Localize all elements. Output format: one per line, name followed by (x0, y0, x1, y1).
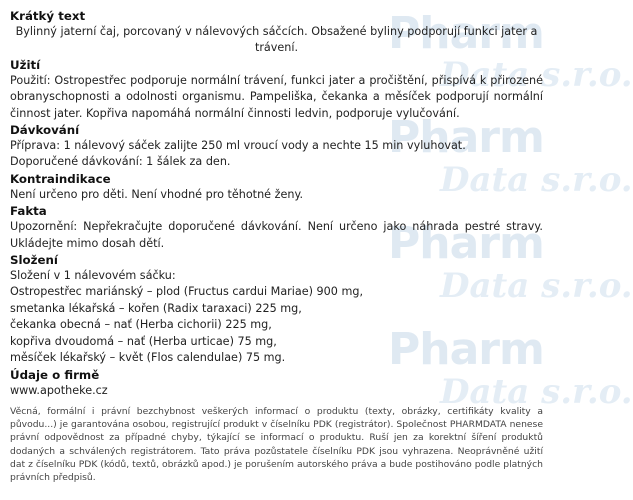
section-heading: Údaje o firmě (10, 367, 100, 382)
section-udaje-o-firme (10, 367, 543, 399)
section-kontraindikace (10, 171, 543, 203)
ingredient-line: Složení v 1 nálevovém sáčku: (10, 269, 176, 283)
watermark-text: Pharm (388, 8, 544, 59)
section-text: Není určeno pro děti. Není vhodné pro těhotné ženy. (10, 187, 304, 201)
section-heading: Kontraindikace (10, 171, 111, 186)
section-heading: Krátký text (10, 9, 86, 23)
company-website: www.apotheke.cz (10, 383, 108, 397)
text-line: Doporučené dávkování: 1 šálek za den. (10, 155, 231, 169)
watermark-text: Data s.r.o. (440, 372, 633, 412)
section-heading: Užití (10, 57, 41, 72)
section-uziti (10, 57, 543, 122)
ingredient-line: Ostropestřec mariánský – plod (Fructus cardui Mariae) 900 mg, (10, 285, 364, 299)
legal-disclaimer: Věcná, formální i právní bezchybnost veškerých informací o produktu (texty, obrázky, certifikáty kvality a původu...) je garantována osobou, registrující produkt v číselníku PDK (registrátor). Společnost PHARMDATA nenese právní odpovědnost za případné chyby, týkající se informací o produktu. Ruší jen za korektní šíření produktů dodaných a schválených registrátorem. Tato práva pozůstatele číselníku PDK jsou vyhrazena. Neoprávněné užití dat z číselníku PDK (kódů, textů, obrázků apod.) je porušením autorského práva a bude postihováno podle platných právních předpisů. (10, 405, 543, 483)
watermark-text: Pharm (388, 218, 544, 269)
section-slozeni (10, 252, 543, 366)
section-text: Upozornění: Nepřekračujte doporučené dávkování. Není určeno jako náhrada pestré stravy. Ukládejte mimo dosah dětí. (10, 220, 543, 250)
section-text (10, 268, 543, 366)
ingredient-line: čekanka obecná – nať (Herba cichorii) 225 mg, (10, 318, 272, 332)
product-info (10, 8, 543, 493)
text-line: Příprava: 1 nálevový sáček zalijte 250 ml vroucí vody a nechte 15 min vyluhovat. (10, 139, 466, 153)
section-kratky-text (10, 8, 543, 57)
watermark-text: Data s.r.o. (440, 160, 633, 200)
section-text (10, 138, 543, 171)
section-text: Bylinný jaterní čaj, porcovaný v nálevových sáčcích. Obsažené byliny podporují funkci jater a trávení. (15, 25, 538, 55)
watermark-text: Pharm (388, 324, 544, 375)
section-davkovani (10, 122, 543, 171)
ingredient-line: měsíček lékařský – květ (Flos calendulae) 75 mg. (10, 351, 286, 365)
watermark-text: Pharm (388, 112, 544, 163)
section-heading: Dávkování (10, 123, 80, 138)
ingredient-line: smetanka lékařská – kořen (Radix taraxaci) 225 mg, (10, 301, 302, 315)
section-fakta (10, 203, 543, 252)
watermark-text: Data s.r.o. (440, 55, 633, 95)
section-heading: Fakta (10, 204, 47, 219)
ingredient-line: kopřiva dvoudomá – nať (Herba urticae) 75 mg, (10, 334, 277, 348)
section-text: Použití: Ostropestřec podporuje normální trávení, funkci jater a pročištění, přispívá k přirozené obranyschopnosti a odolnosti organismu. Pampeliška, čekanka a měsíček podporují normální činnost jater. Kopřiva napomáhá normální činnosti ledvin, podporuje vylučování. (10, 73, 543, 120)
watermark-text: Data s.r.o. (440, 266, 633, 306)
section-heading: Složení (10, 253, 58, 268)
